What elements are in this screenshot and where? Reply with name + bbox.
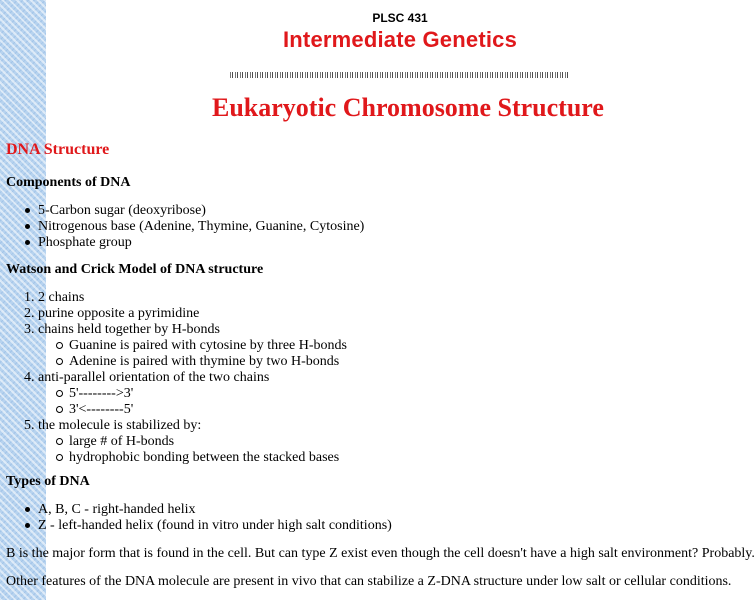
page-title: Eukaryotic Chromosome Structure [212,93,604,122]
list-item [24,322,347,370]
section-heading-dna-structure: DNA Structure [6,141,110,158]
model-list [24,290,347,466]
list-item: Phosphate group [38,235,364,251]
course-banner [261,6,539,58]
list-item: Nitrogenous base (Adenine, Thymine, Guanine, Cytosine) [38,219,365,234]
list-item: 5-Carbon sugar (deoxyribose) [38,203,364,219]
list-item-text: chains held together by H-bonds [38,322,220,337]
paragraph-other-features: Other features of the DNA molecule are present in vivo that can stabilize a Z-DNA structure under low salt or cellular conditions. [6,574,732,589]
list-item [24,306,347,322]
list-item [24,290,347,306]
list-number: 5. [24,418,35,433]
sub-list-item: Guanine is paired with cytosine by three H-bonds [69,338,347,353]
list-item: Z - left-handed helix (found in vitro under high salt conditions) [38,518,392,533]
sub-list [38,338,347,370]
types-list [38,502,392,534]
sub-list [38,434,347,466]
list-item-text: anti-parallel orientation of the two chains [38,370,270,385]
list-number: 2. [24,306,35,321]
list-item [24,418,347,466]
course-code: PLSC 431 [372,11,428,25]
list-item-text: the molecule is stabilized by: [38,418,202,433]
sub-list-item: Adenine is paired with thymine by two H-bonds [69,354,347,370]
sub-list-item: hydrophobic bonding between the stacked bases [69,450,347,466]
list-number: 1. [24,290,35,305]
list-number: 4. [24,370,35,385]
sub-list [38,386,347,418]
list-number: 3. [24,322,35,337]
list-item: A, B, C - right-handed helix [38,502,392,518]
list-item-text: 2 chains [38,290,85,305]
sub-list-item: 5'-------->3' [69,386,347,402]
sub-list-item: large # of H-bonds [69,434,347,450]
paragraph-major-form: B is the major form that is found in the cell. But can type Z exist even though the cell doesn't have a high salt environment? Probably. [6,546,755,561]
list-item-text: purine opposite a pyrimidine [38,306,200,321]
heading-types-of-dna: Types of DNA [6,474,90,489]
components-list [38,203,364,251]
list-item [24,370,347,418]
heading-components-of-dna: Components of DNA [6,175,131,190]
sub-list-item: 3'<--------5' [69,402,347,418]
heading-watson-crick-model: Watson and Crick Model of DNA structure [6,262,264,277]
course-name: Intermediate Genetics [282,27,518,52]
decorative-divider [230,72,570,78]
